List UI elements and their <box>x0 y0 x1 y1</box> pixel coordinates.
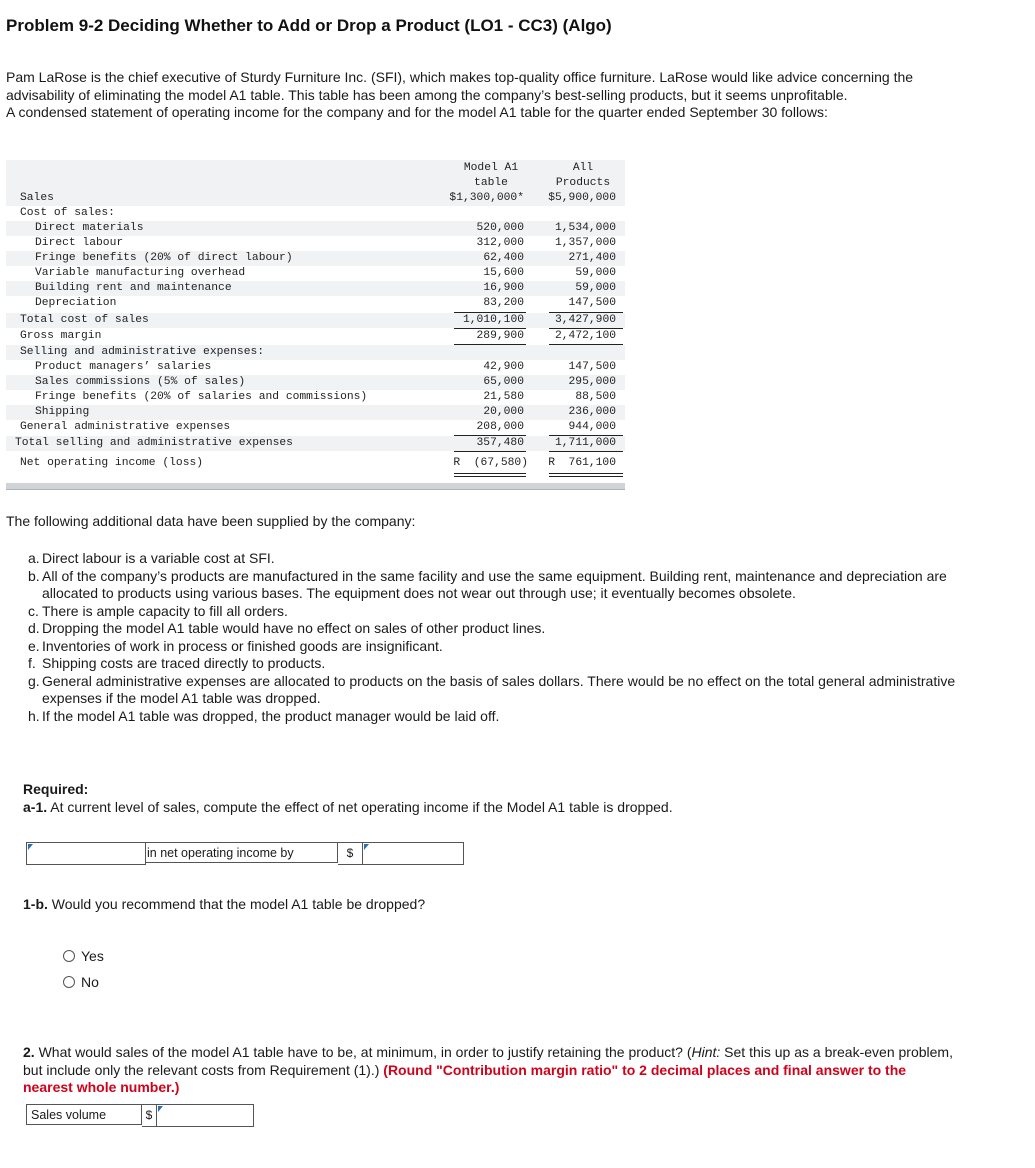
underline <box>454 476 526 477</box>
table-row: Variable manufacturing overhead 15,600 59,000 <box>35 267 616 279</box>
question-a1-key: a-1. <box>23 798 48 815</box>
input-flag-icon <box>158 1106 163 1112</box>
sales-volume-row <box>26 1104 254 1127</box>
required-label: Required: <box>23 781 89 797</box>
list-item: a. Direct labour is a variable cost at SFI. <box>28 550 275 566</box>
sales-volume-label: Sales volume <box>26 1104 142 1125</box>
underline <box>549 451 623 452</box>
table-row: Cost of sales: <box>20 207 115 219</box>
radio-circle-icon[interactable] <box>63 976 75 988</box>
list-item: f. Shipping costs are traced directly to products. <box>28 655 326 671</box>
intro-text <box>6 69 956 122</box>
table-scrollbar[interactable] <box>6 483 625 490</box>
dropdown-flag-icon <box>28 844 33 850</box>
table-row: Gross margin 289,900 2,472,100 <box>20 330 616 342</box>
intro-paragraph-2: A condensed statement of operating income for the company and for the model A1 table for the quarter ended September 30 follows: <box>6 104 828 120</box>
table-row: Fringe benefits (20% of salaries and commissions) 21,580 88,500 <box>35 391 616 403</box>
underline <box>454 473 526 474</box>
rounding-instruction: (Round "Contribution margin ratio" to 2 decimal places and final answer to the nearest whole number.) <box>23 1061 907 1095</box>
sales-volume-input[interactable] <box>156 1104 254 1127</box>
list-item: e. Inventories of work in process or finished goods are insignificant. <box>28 637 443 654</box>
list-item: d. Dropping the model A1 table would have no effect on sales of other product lines. <box>28 620 546 636</box>
question-2: 2. What would sales of the model A1 table have to be, at minimum, in order to justify retaining the product? (Hint: Set this up as a break-even problem, but include only the relevant costs from Requirement (1).) (Round "Contribution margin ratio" to 2 decimal places and final answer to the nearest whole number.) <box>23 1044 953 1095</box>
table-row: Building rent and maintenance 16,900 59,000 <box>6 281 625 296</box>
radio-circle-icon[interactable] <box>63 950 75 962</box>
col-header-all-products: All Products <box>555 162 611 189</box>
list-item: g. General administrative expenses are allocated to products on the basis of sales dollars. There would be no effect on the total general administrative expenses if the model A1 table was dropped. <box>28 672 956 706</box>
page-title: Problem 9-2 Deciding Whether to Add or Drop a Product (LO1 - CC3) (Algo) <box>6 16 612 35</box>
table-row: Total selling and administrative expenses 357,480 1,711,000 <box>6 436 625 451</box>
table-row: General administrative expenses 208,000 944,000 <box>20 421 616 433</box>
additional-data-intro: The following additional data have been supplied by the company: <box>6 513 416 529</box>
required-section <box>23 781 963 816</box>
table-row: Direct materials 520,000 1,534,000 <box>6 221 625 236</box>
table-row: Net operating income (loss) R (67,580) R 761,100 <box>20 457 616 469</box>
radio-yes[interactable]: Yes <box>63 948 104 964</box>
list-item: b. All of the company’s products are manufactured in the same facility and use the same equipment. Building rent, maintenance and depreciation are allocated to products using various bases. The equipment does not wear out through use; it eventually becomes obsolete. <box>28 567 947 601</box>
underline <box>549 476 623 477</box>
table-row: Fringe benefits (20% of direct labour) 62,400 271,400 <box>6 251 625 266</box>
radio-no[interactable]: No <box>63 974 99 990</box>
net-income-effect-input[interactable] <box>362 842 464 865</box>
question-a1-text: At current level of sales, compute the effect of net operating income if the Model A1 table is dropped. <box>50 798 673 815</box>
question-1b: 1-b. Would you recommend that the model A1 table be dropped? <box>23 896 426 912</box>
list-item: c. There is ample capacity to fill all orders. <box>28 602 288 619</box>
increase-decrease-select[interactable] <box>26 842 146 865</box>
col-header-model-a1: Model A1 table <box>463 162 519 189</box>
answer-a1-row <box>26 842 464 865</box>
table-row: Product managers’ salaries 42,900 147,500 <box>35 361 616 373</box>
table-row: Direct labour 312,000 1,357,000 <box>35 237 616 249</box>
input-flag-icon <box>364 844 369 850</box>
table-row: Depreciation 83,200 147,500 <box>35 297 616 309</box>
underline <box>454 451 526 452</box>
table-row: Selling and administrative expenses: <box>6 345 625 360</box>
income-statement-table <box>6 160 625 488</box>
table-row: Total cost of sales 1,010,100 3,427,900 <box>6 313 625 328</box>
currency-symbol: $ <box>338 842 362 865</box>
table-row: Sales $1,300,000* $5,900,000 <box>6 191 625 206</box>
intro-paragraph: Pam LaRose is the chief executive of Sturdy Furniture Inc. (SFI), which makes top-quality office furniture. LaRose would like advice concerning the advisability of eliminating the model A1 table. This table has been among the company’s best-selling products, but it seems unprofitable. <box>6 69 914 103</box>
list-item: h. If the model A1 table was dropped, the product manager would be laid off. <box>28 707 500 724</box>
currency-symbol: $ <box>142 1104 156 1127</box>
table-row: Sales commissions (5% of sales) 65,000 295,000 <box>6 375 625 390</box>
answer-a1-label: in net operating income by <box>145 842 338 863</box>
additional-data-list <box>28 550 958 725</box>
table-row: Shipping 20,000 236,000 <box>6 405 625 420</box>
underline <box>549 473 623 474</box>
